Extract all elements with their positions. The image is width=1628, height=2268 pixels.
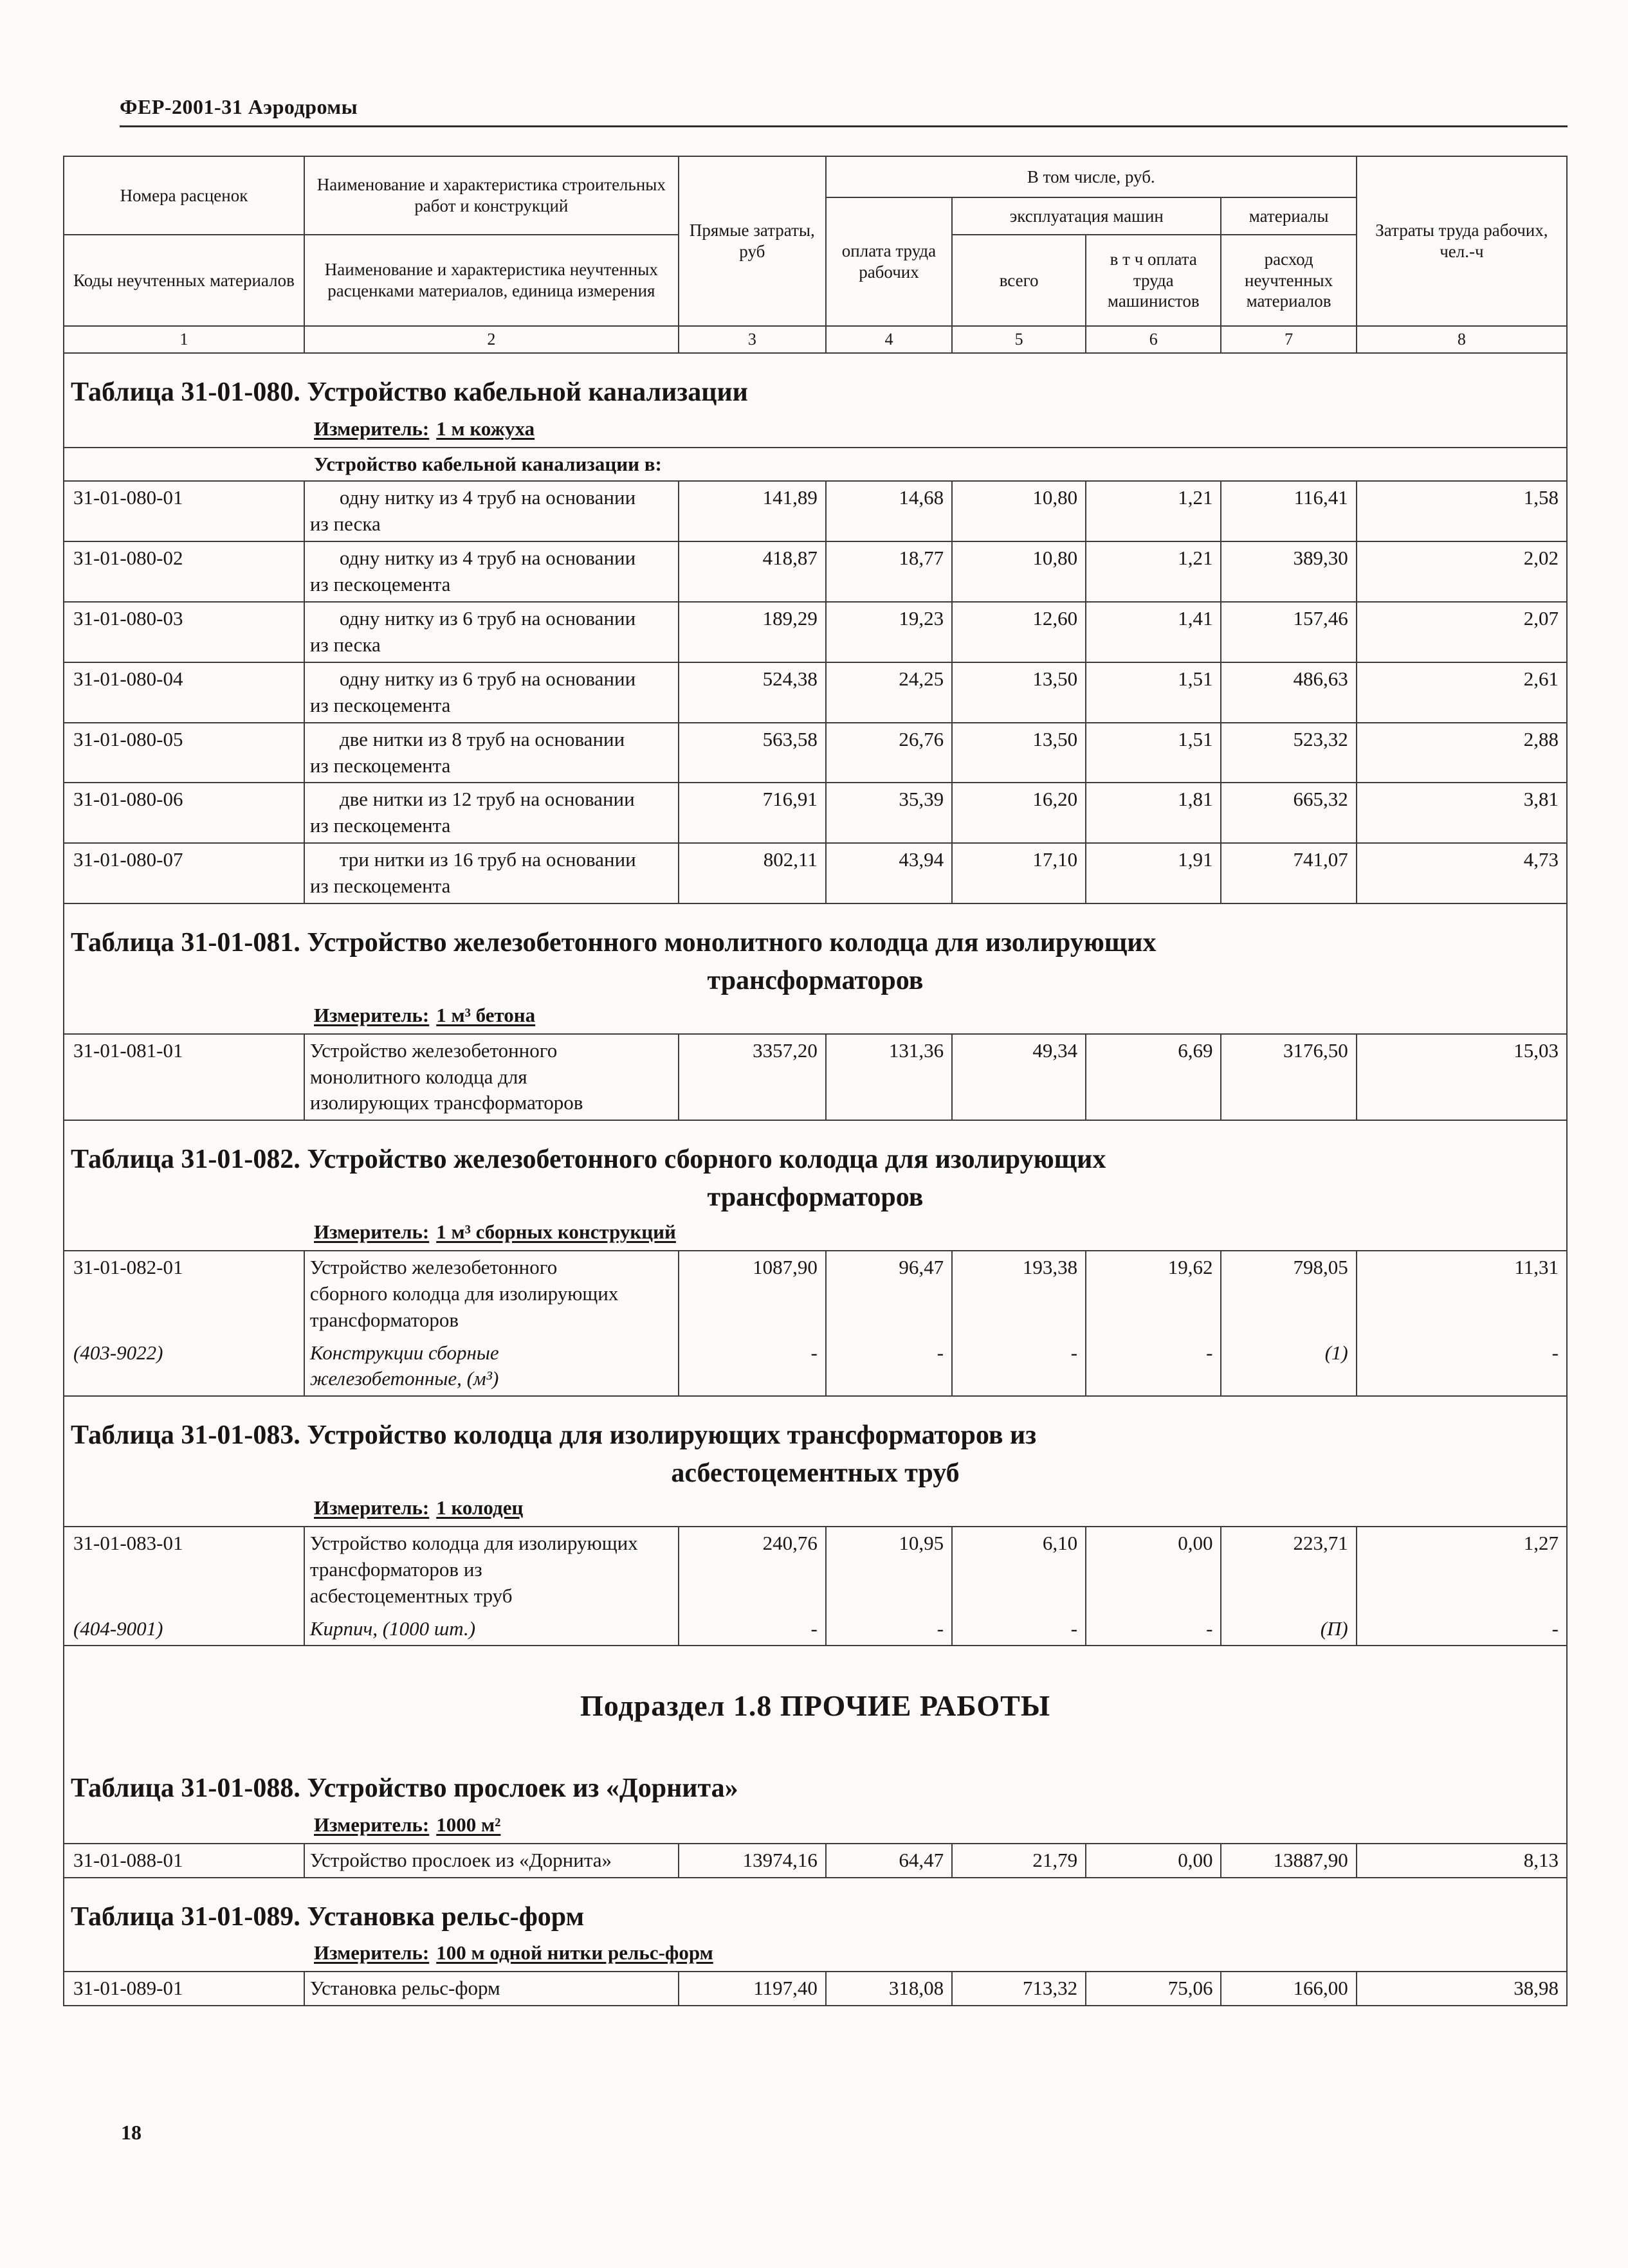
labor-hours-value: 2,02: [1357, 541, 1567, 602]
machinists-pay-value: 1,91: [1086, 843, 1221, 903]
rate-name: одну нитку из 6 труб на основании из песка: [304, 602, 679, 662]
rate-name: одну нитку из 6 труб на основании из пескоцемента: [304, 662, 679, 723]
section-title-31-01-081: [63, 904, 1568, 1001]
direct-costs-value: 802,11: [679, 843, 826, 903]
rate-name: Устройство прослоек из «Дорнита»: [304, 1844, 679, 1878]
machinists-pay-value: 1,51: [1086, 723, 1221, 783]
labor-hours-value: 8,13: [1357, 1844, 1567, 1878]
materials-value: 116,41: [1221, 481, 1356, 541]
col-header-direct-costs: Прямые затраты, руб: [679, 156, 826, 326]
machinists-pay-value: 6,69: [1086, 1034, 1221, 1121]
col-number: 8: [1357, 326, 1567, 353]
measure-value: 1 м кожуха: [436, 417, 535, 440]
machines-total-value: 13,50: [952, 723, 1086, 783]
col-number: 1: [64, 326, 304, 353]
measure-31-01-083: [63, 1494, 1568, 1526]
rate-name: Установка рельс-форм: [304, 1972, 679, 2006]
machines-total-value: -: [952, 1613, 1086, 1646]
rate-code: 31-01-082-01: [64, 1251, 304, 1337]
materials-value: 665,32: [1221, 783, 1356, 843]
material-code: (403-9022): [64, 1337, 304, 1397]
rate-code: 31-01-080-01: [64, 481, 304, 541]
rate-name: одну нитку из 4 труб на основании из пескоцемента: [304, 541, 679, 602]
measure-31-01-081: [63, 1001, 1568, 1033]
rate-name: две нитки из 12 труб на основании из пескоцемента: [304, 783, 679, 843]
machines-total-value: 6,10: [952, 1527, 1086, 1613]
labor-hours-value: 11,31: [1357, 1251, 1567, 1337]
measure-line: [314, 415, 1566, 447]
col-header-materials-name: Наименование и характеристика неучтенных расценками материалов, единица измерения: [304, 235, 679, 326]
measure-31-01-089: [63, 1939, 1568, 1971]
direct-costs-value: 563,58: [679, 723, 826, 783]
rate-code: 31-01-081-01: [64, 1034, 304, 1121]
labor-pay-value: -: [826, 1337, 952, 1397]
rate-table-31-01-080: [63, 447, 1568, 905]
labor-hours-value: 2,88: [1357, 723, 1567, 783]
table-row-31-01-081-01: [64, 1034, 1567, 1121]
machines-total-value: 12,60: [952, 602, 1086, 662]
col-number: 6: [1086, 326, 1221, 353]
direct-costs-value: 524,38: [679, 662, 826, 723]
direct-costs-value: 1087,90: [679, 1251, 826, 1337]
table-title: Таблица 31-01-080. Устройство кабельной канализации: [71, 377, 748, 407]
section-title-31-01-080: [63, 354, 1568, 415]
labor-pay-value: 64,47: [826, 1844, 952, 1878]
materials-value: 486,63: [1221, 662, 1356, 723]
machines-total-value: 21,79: [952, 1844, 1086, 1878]
rate-code: 31-01-080-02: [64, 541, 304, 602]
rate-code: 31-01-083-01: [64, 1527, 304, 1613]
measure-label: Измеритель:: [314, 1813, 430, 1836]
machinists-pay-value: -: [1086, 1337, 1221, 1397]
measure-line: [314, 1939, 1566, 1971]
col-header-works-name: Наименование и характеристика строительных работ и конструкций: [304, 156, 679, 235]
materials-value: 798,05: [1221, 1251, 1356, 1337]
materials-value: (П): [1221, 1613, 1356, 1646]
col-header-machinists-pay: в т ч оплата труда машинистов: [1086, 235, 1221, 326]
measure-31-01-082: [63, 1218, 1568, 1250]
table-title-line2: трансформаторов: [707, 965, 924, 995]
machinists-pay-value: 1,21: [1086, 481, 1221, 541]
sheet: [63, 156, 1568, 2006]
direct-costs-value: 1197,40: [679, 1972, 826, 2006]
table-row-31-01-083-01: [64, 1527, 1567, 1613]
group-row-label: Устройство кабельной канализации в:: [64, 448, 1567, 482]
machinists-pay-value: 1,21: [1086, 541, 1221, 602]
machines-total-value: 49,34: [952, 1034, 1086, 1121]
table-row-31-01-082-01: [64, 1251, 1567, 1337]
materials-value: 741,07: [1221, 843, 1356, 903]
subsection-heading: Подраздел 1.8 ПРОЧИЕ РАБОТЫ: [580, 1689, 1051, 1723]
table-row-31-01-080-07: [64, 843, 1567, 903]
labor-pay-value: 19,23: [826, 602, 952, 662]
table-title: Таблица 31-01-088. Устройство прослоек из «Дорнита»: [71, 1774, 738, 1804]
materials-value: 13887,90: [1221, 1844, 1356, 1878]
labor-pay-value: 26,76: [826, 723, 952, 783]
labor-hours-value: 2,07: [1357, 602, 1567, 662]
section-title-31-01-083: [63, 1397, 1568, 1494]
table-row-31-01-089-01: [64, 1972, 1567, 2006]
rate-table-31-01-089: [63, 1971, 1568, 2006]
measure-label: Измеритель:: [314, 1003, 430, 1026]
rate-code: 31-01-080-04: [64, 662, 304, 723]
materials-value: 223,71: [1221, 1527, 1356, 1613]
machinists-pay-value: 0,00: [1086, 1844, 1221, 1878]
direct-costs-value: 716,91: [679, 783, 826, 843]
measure-label: Измеритель:: [314, 1941, 430, 1964]
labor-pay-value: 43,94: [826, 843, 952, 903]
materials-value: 523,32: [1221, 723, 1356, 783]
direct-costs-value: 418,87: [679, 541, 826, 602]
measure-line: [314, 1494, 1566, 1526]
material-name: Кирпич, (1000 шт.): [304, 1613, 679, 1646]
rate-code: 31-01-080-06: [64, 783, 304, 843]
machinists-pay-value: 1,51: [1086, 662, 1221, 723]
labor-hours-value: -: [1357, 1613, 1567, 1646]
rate-name: Устройство железобетонного монолитного колодца для изолирующих трансформаторов: [304, 1034, 679, 1121]
table-title: Таблица 31-01-089. Установка рельс-форм: [71, 1901, 585, 1932]
direct-costs-value: 13974,16: [679, 1844, 826, 1878]
measure-value: 100 м одной нитки рельс-форм: [436, 1941, 713, 1964]
section-title-31-01-089: [63, 1878, 1568, 1939]
columns-header-table: [63, 156, 1568, 354]
table-row-31-01-080-03: [64, 602, 1567, 662]
labor-pay-value: 96,47: [826, 1251, 952, 1337]
labor-hours-value: -: [1357, 1337, 1567, 1397]
table-row-31-01-080-06: [64, 783, 1567, 843]
machinists-pay-value: 75,06: [1086, 1972, 1221, 2006]
table-title-line2: трансформаторов: [707, 1182, 924, 1212]
col-header-uncounted-consumption: расход неучтенных материалов: [1221, 235, 1356, 326]
subsection-strip: [63, 1646, 1568, 1750]
rate-code: 31-01-080-07: [64, 843, 304, 903]
rate-code: 31-01-080-05: [64, 723, 304, 783]
labor-pay-value: 35,39: [826, 783, 952, 843]
col-header-uncounted-codes: Коды неучтенных материалов: [64, 235, 304, 326]
col-header-materials: материалы: [1221, 197, 1356, 235]
machinists-pay-value: 19,62: [1086, 1251, 1221, 1337]
col-number: 7: [1221, 326, 1356, 353]
direct-costs-value: -: [679, 1337, 826, 1397]
measure-line: [314, 1811, 1566, 1843]
measure-value: 1 м³ бетона: [436, 1003, 536, 1026]
labor-pay-value: -: [826, 1613, 952, 1646]
machinists-pay-value: 1,41: [1086, 602, 1221, 662]
rate-name: Устройство железобетонного сборного колодца для изолирующих трансформаторов: [304, 1251, 679, 1337]
section-title-31-01-088: [63, 1750, 1568, 1811]
machines-total-value: 193,38: [952, 1251, 1086, 1337]
col-header-labor-pay: оплата труда рабочих: [826, 197, 952, 326]
machines-total-value: 10,80: [952, 541, 1086, 602]
measure-31-01-088: [63, 1811, 1568, 1843]
machines-total-value: 713,32: [952, 1972, 1086, 2006]
measure-line: [314, 1218, 1566, 1250]
col-header-labor-costs: Затраты труда рабочих, чел.-ч: [1357, 156, 1567, 326]
material-subrow-404-9001: [64, 1613, 1567, 1646]
labor-hours-value: 1,27: [1357, 1527, 1567, 1613]
labor-pay-value: 318,08: [826, 1972, 952, 2006]
col-number: 2: [304, 326, 679, 353]
rate-name: три нитки из 16 труб на основании из пескоцемента: [304, 843, 679, 903]
rate-code: 31-01-088-01: [64, 1844, 304, 1878]
table-title: Таблица 31-01-082. Устройство железобетонного сборного колодца для изолирующих: [71, 1145, 1106, 1175]
table-row-31-01-080-01: [64, 481, 1567, 541]
col-header-machines: эксплуатация машин: [952, 197, 1221, 235]
table-row-31-01-088-01: [64, 1844, 1567, 1878]
materials-value: 389,30: [1221, 541, 1356, 602]
labor-hours-value: 2,61: [1357, 662, 1567, 723]
col-header-including: В том числе, руб.: [826, 156, 1357, 197]
rate-table-31-01-082: [63, 1250, 1568, 1397]
table-row-31-01-080-04: [64, 662, 1567, 723]
labor-hours-value: 38,98: [1357, 1972, 1567, 2006]
labor-pay-value: 14,68: [826, 481, 952, 541]
measure-31-01-080: [63, 415, 1568, 447]
measure-label: Измеритель:: [314, 1220, 430, 1243]
group-row: [64, 448, 1567, 482]
labor-hours-value: 4,73: [1357, 843, 1567, 903]
measure-value: 1 м³ сборных конструкций: [436, 1220, 676, 1243]
page-number: 18: [121, 2121, 142, 2144]
direct-costs-value: -: [679, 1613, 826, 1646]
labor-pay-value: 131,36: [826, 1034, 952, 1121]
direct-costs-value: 189,29: [679, 602, 826, 662]
rate-code: 31-01-080-03: [64, 602, 304, 662]
materials-value: 157,46: [1221, 602, 1356, 662]
header-row-1: [64, 156, 1567, 197]
machines-total-value: 17,10: [952, 843, 1086, 903]
rate-code: 31-01-089-01: [64, 1972, 304, 2006]
measure-value: 1000 м²: [436, 1813, 501, 1836]
materials-value: (1): [1221, 1337, 1356, 1397]
col-header-total: всего: [952, 235, 1086, 326]
table-row-31-01-080-05: [64, 723, 1567, 783]
labor-hours-value: 3,81: [1357, 783, 1567, 843]
material-code: (404-9001): [64, 1613, 304, 1646]
labor-hours-value: 1,58: [1357, 481, 1567, 541]
machines-total-value: 16,20: [952, 783, 1086, 843]
labor-pay-value: 24,25: [826, 662, 952, 723]
material-subrow-403-9022: [64, 1337, 1567, 1397]
col-header-rate-numbers: Номера расценок: [64, 156, 304, 235]
rate-name: две нитки из 8 труб на основании из пескоцемента: [304, 723, 679, 783]
section-title-31-01-082: [63, 1121, 1568, 1218]
labor-pay-value: 18,77: [826, 541, 952, 602]
material-name: Конструкции сборные железобетонные, (м³): [304, 1337, 679, 1397]
rate-name: Устройство колодца для изолирующих трансформаторов из асбестоцементных труб: [304, 1527, 679, 1613]
table-row-31-01-080-02: [64, 541, 1567, 602]
table-title: Таблица 31-01-081. Устройство железобетонного монолитного колодца для изолирующих: [71, 928, 1157, 958]
machinists-pay-value: -: [1086, 1613, 1221, 1646]
materials-value: 166,00: [1221, 1972, 1356, 2006]
table-title: Таблица 31-01-083. Устройство колодца для изолирующих трансформаторов из: [71, 1420, 1037, 1451]
col-number: 4: [826, 326, 952, 353]
machines-total-value: 10,80: [952, 481, 1086, 541]
machines-total-value: 13,50: [952, 662, 1086, 723]
doc-header: [120, 95, 1568, 127]
rate-table-31-01-088: [63, 1843, 1568, 1878]
header-numbers-row: [64, 326, 1567, 353]
direct-costs-value: 141,89: [679, 481, 826, 541]
measure-label: Измеритель:: [314, 417, 430, 440]
measure-value: 1 колодец: [436, 1496, 524, 1519]
doc-header-title: ФЕР-2001-31 Аэродромы: [120, 95, 358, 118]
table-title-line2: асбестоцементных труб: [671, 1458, 960, 1488]
measure-line: [314, 1001, 1566, 1033]
machinists-pay-value: 1,81: [1086, 783, 1221, 843]
col-number: 3: [679, 326, 826, 353]
rate-table-31-01-081: [63, 1033, 1568, 1121]
direct-costs-value: 3357,20: [679, 1034, 826, 1121]
direct-costs-value: 240,76: [679, 1527, 826, 1613]
labor-pay-value: 10,95: [826, 1527, 952, 1613]
machines-total-value: -: [952, 1337, 1086, 1397]
measure-label: Измеритель:: [314, 1496, 430, 1519]
rate-table-31-01-083: [63, 1526, 1568, 1647]
materials-value: 3176,50: [1221, 1034, 1356, 1121]
col-number: 5: [952, 326, 1086, 353]
machinists-pay-value: 0,00: [1086, 1527, 1221, 1613]
rate-name: одну нитку из 4 труб на основании из песка: [304, 481, 679, 541]
labor-hours-value: 15,03: [1357, 1034, 1567, 1121]
